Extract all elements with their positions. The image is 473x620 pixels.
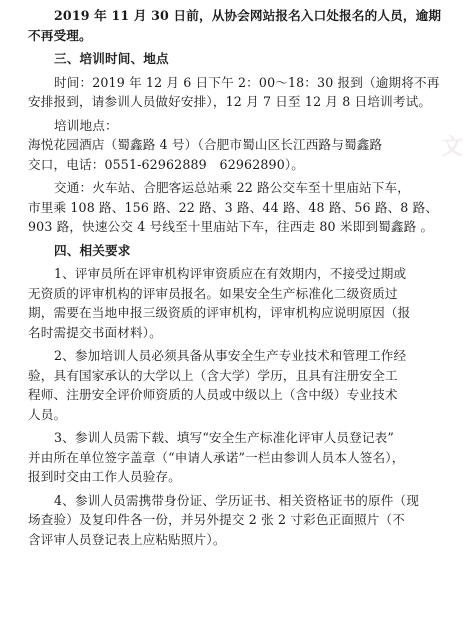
text-line-20: 人员。: [28, 406, 67, 422]
text-line-24: 4、参训人员需携带身份证、学历证书、相关资格证书的原件（现: [54, 492, 419, 508]
text-line-8: 交口，电话：0551-62962889 62962890）。: [28, 156, 305, 172]
text-line-5: 安排报到，请参训人员做好安排），12 月 7 日至 12 月 8 日培训考试。: [28, 94, 432, 109]
text-line-4: 时间：2019 年 12 月 6 日下午 2：00～18：30 报到（逾期将不再: [54, 74, 440, 90]
text-line-11: 903 路，快速公交 4 号线至十里庙站下车，往西走 80 米即到蜀鑫路 。: [28, 219, 434, 234]
text-line-15: 期，需要在当地申报三级资质的评审机构，评审机构应说明原因（报: [28, 305, 411, 320]
watermark: 文: [440, 134, 467, 160]
text-line-26: 含评审人员登记表上应粘贴照片）。: [28, 531, 226, 547]
text-line-7: 海悦花园酒店（蜀鑫路 4 号）（合肥市蜀山区长江西路与蜀鑫路: [28, 137, 383, 152]
text-line-2: 不再受理。: [28, 27, 92, 43]
text-line-23: 报到时交由工作人员验存。: [28, 469, 181, 484]
text-line-19: 程师、注册安全评价师资质的人员或中级以上（含中级）专业技术: [28, 387, 398, 402]
text-line-14: 无资质的评审机构的评审员报名。如果安全生产标准化二级资质过: [28, 285, 398, 301]
text-line-1: 2019 年 11 月 30 日前，从协会网站报名入口处报名的人员，逾期: [54, 8, 442, 23]
section-heading-3: 三、培训时间、地点: [54, 51, 169, 66]
text-line-17: 2、参加培训人员必须具备从事安全生产专业技术和管理工作经: [54, 348, 407, 363]
text-line-16: 名时需提交书面材料）。: [28, 324, 162, 340]
text-line-10: 市里乘 108 路、156 路、22 路、3 路、44 路、48 路、56 路、8 路、: [28, 199, 439, 215]
text-line-13: 1、评审员所在评审机构评审资质应在有效期内，不接受过期或: [54, 266, 407, 281]
text-line-9: 交通：火车站、合肥客运总站乘 22 路公交车至十里庙站下车，: [54, 180, 410, 195]
text-line-25: 场查验）及复印件各一份，并另外提交 2 张 2 寸彩色正面照片（不: [28, 512, 406, 527]
section-heading-4: 四、相关要求: [54, 242, 131, 258]
text-line-21: 3、参训人员需下载、填写“安全生产标准化评审人员登记表”: [54, 430, 394, 445]
text-line-22: 并由所在单位签字盖章（“申请人承诺”一栏由参训人员本人签名），: [28, 449, 405, 465]
text-line-18: 验，具有国家承认的大学以上（含大学）学历，且具有注册安全工: [28, 367, 398, 383]
text-line-6: 培训地点：: [54, 117, 118, 133]
